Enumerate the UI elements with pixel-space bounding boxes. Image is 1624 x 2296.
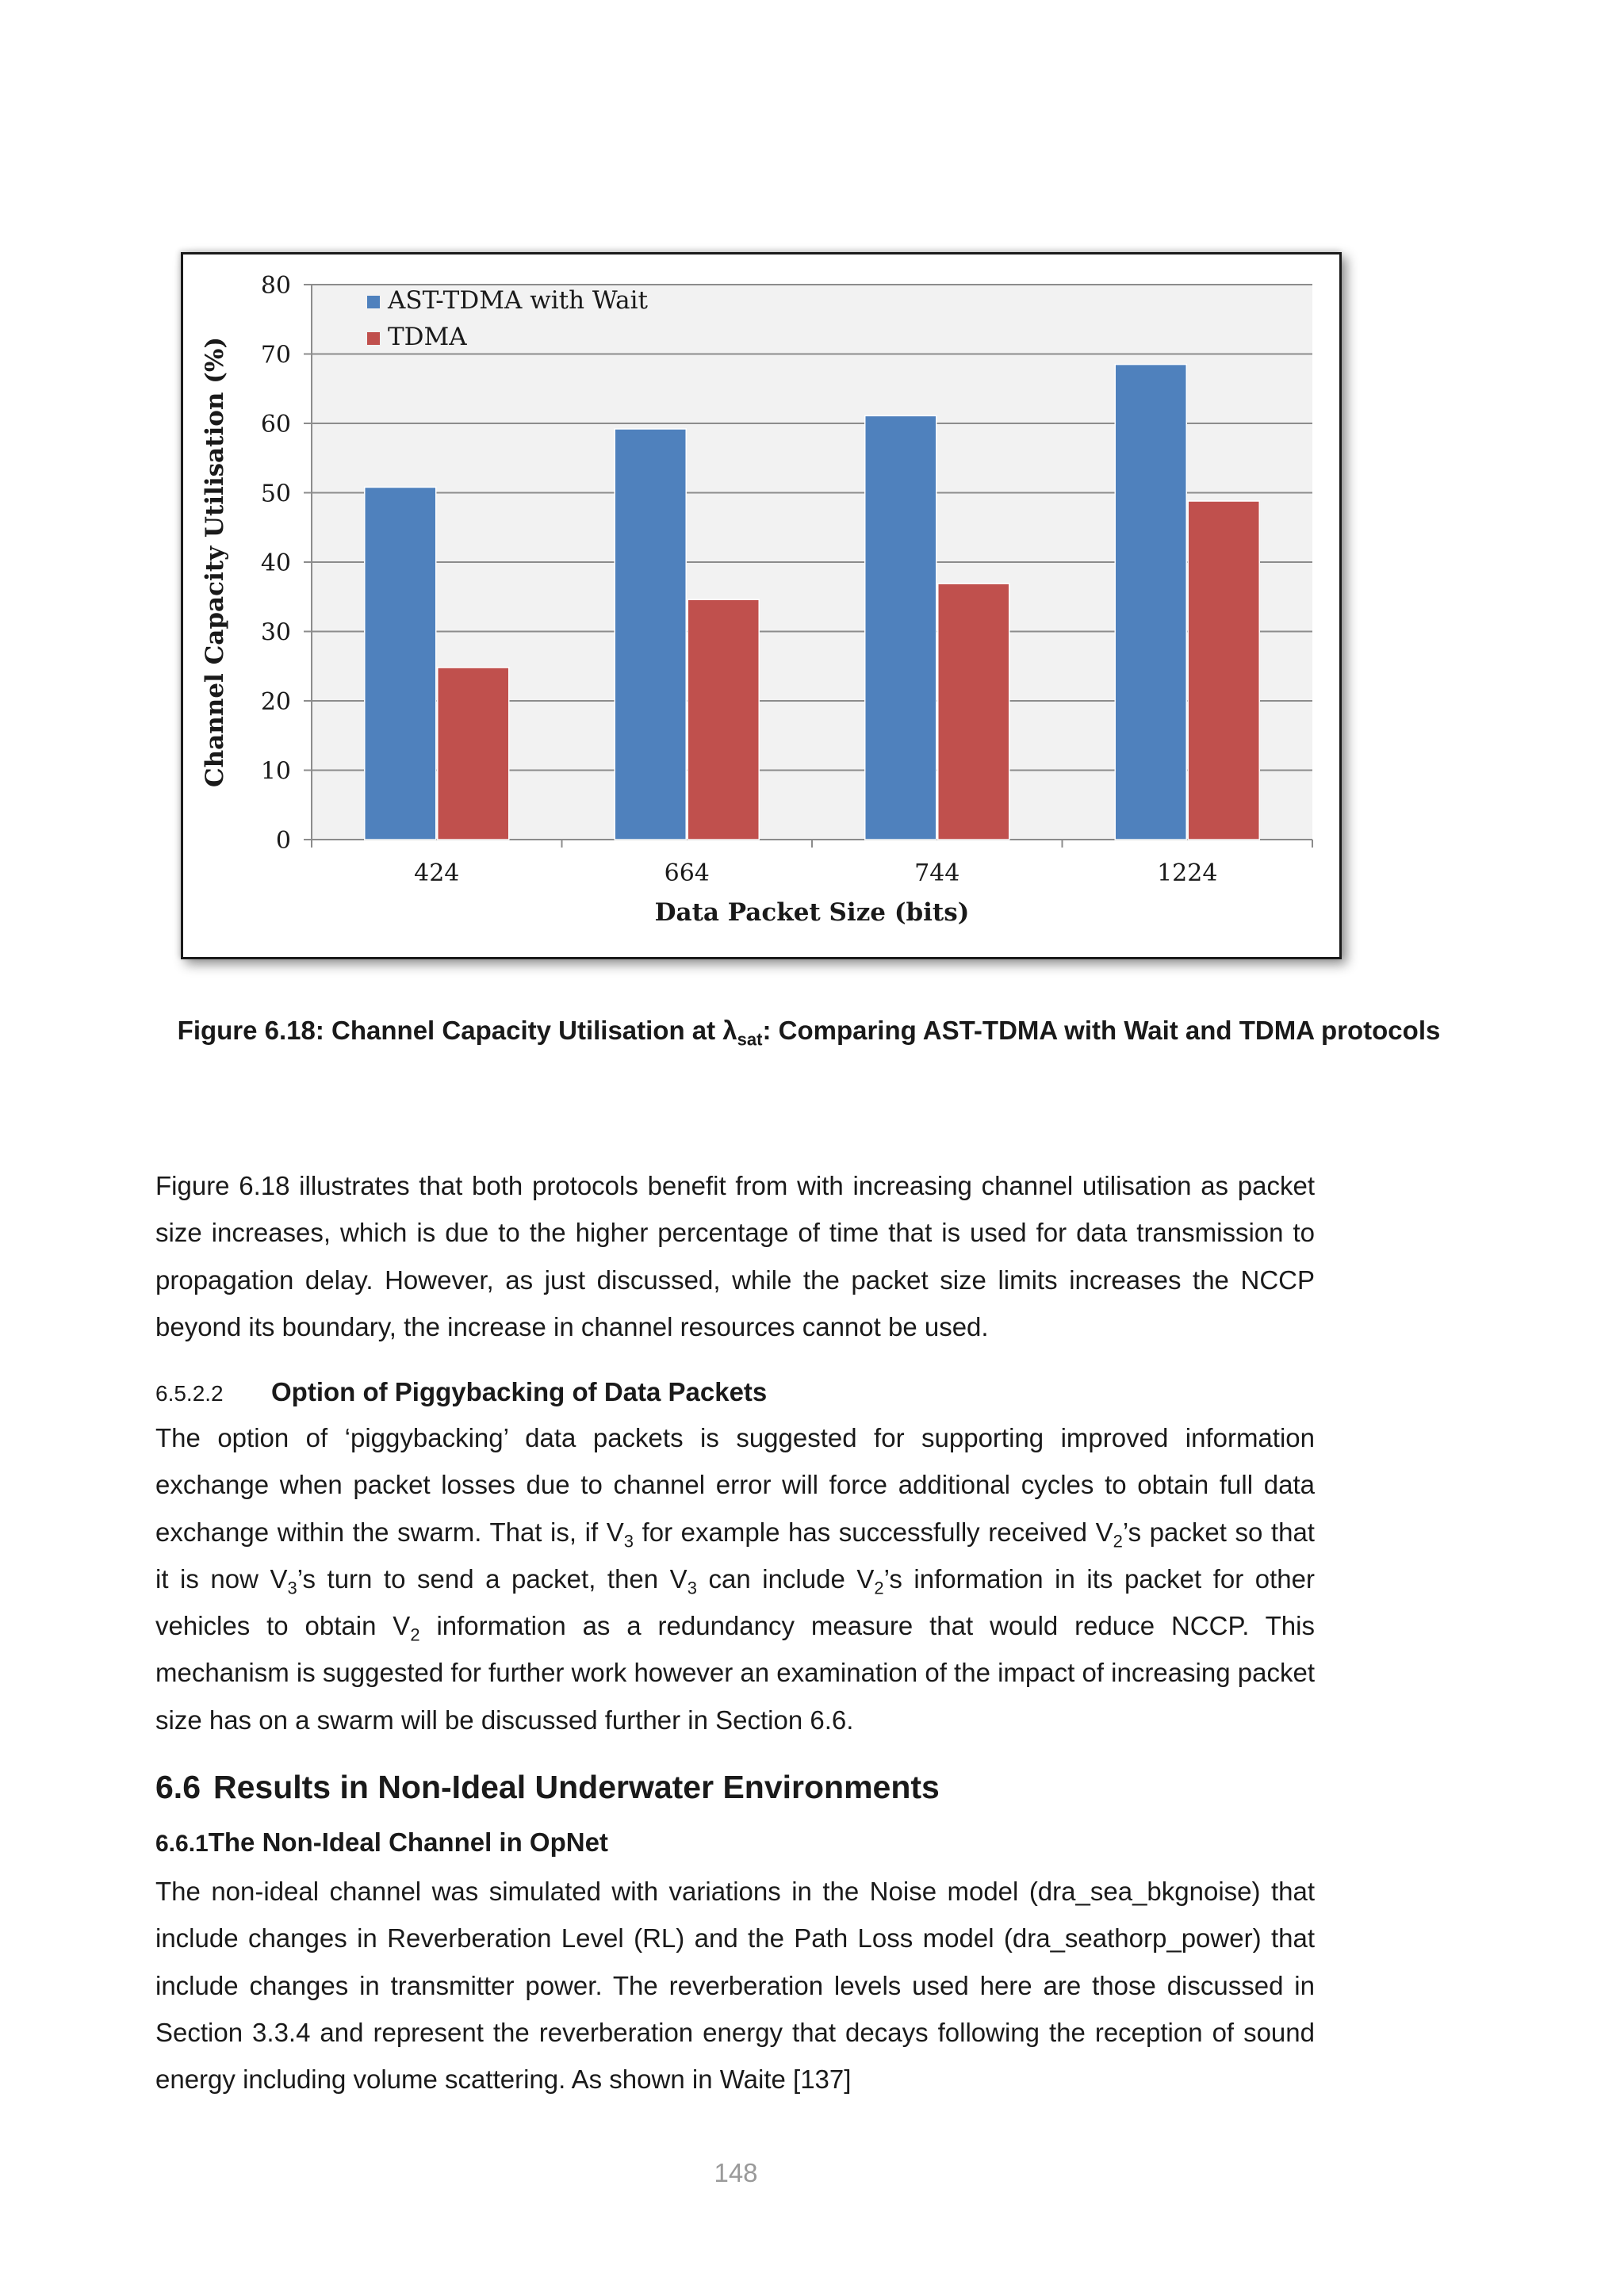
page-number: 148: [714, 2158, 758, 2187]
y-axis-title: Channel Capacity Utilisation (%): [201, 336, 229, 788]
y-tick-label: 50: [260, 480, 291, 508]
legend-swatch: [367, 296, 380, 308]
subsection-number: 6.6.1: [155, 1831, 209, 1857]
legend-swatch: [367, 332, 380, 345]
bar-ast-tdma-with-wait-424: [365, 488, 436, 840]
caption-subscript: sat: [737, 1029, 763, 1050]
x-tick-label: 424: [414, 859, 460, 887]
x-tick-label: 664: [664, 859, 710, 887]
section-heading-66: [155, 1768, 940, 1806]
bar-chart: [183, 254, 1339, 957]
y-tick-label: 10: [260, 757, 291, 786]
bar-ast-tdma-with-wait-1224: [1115, 365, 1186, 840]
subsection-title: Option of Piggybacking of Data Packets: [271, 1377, 768, 1406]
paragraph-non-ideal-channel: The non-ideal channel was simulated with variations in the Noise model (dra_sea_bkgnoise) that include changes in Reverberation Level (RL) and the Path Loss model (dra_seathorp_power) that include changes in transmitter power. The reverberation levels used here are those discussed in Section 3.3.4 and represent the reverberation energy that decays following the reception of sound energy including volume scattering. As shown in Waite [137]: [155, 1877, 1315, 2095]
chart-frame: [181, 252, 1342, 959]
y-tick-label: 60: [260, 411, 291, 438]
subsection-title: The Non-Ideal Channel in OpNet: [208, 1827, 608, 1857]
y-tick-label: 30: [260, 618, 291, 647]
figure-caption: [151, 1015, 1467, 1056]
bar-ast-tdma-with-wait-744: [865, 415, 936, 840]
x-tick-label: 744: [914, 859, 960, 887]
bar-tdma-424: [438, 668, 509, 840]
caption-suffix: : Comparing AST-TDMA with Wait and TDMA protocols: [762, 1016, 1441, 1045]
paragraph-figure-discussion: Figure 6.18 illustrates that both protocols benefit from with increasing channel utilisation as packet size increases, which is due to the higher percentage of time that is used for data transmission to propagation delay. However, as just discussed, while the packet size limits increases the NCCP beyond its boundary, the increase in channel resources cannot be used.: [155, 1171, 1315, 1341]
bar-ast-tdma-with-wait-664: [615, 429, 686, 840]
y-tick-label: 40: [260, 549, 291, 577]
y-tick-label: 20: [260, 688, 291, 716]
legend-label: TDMA: [388, 323, 467, 351]
x-tick-label: 1224: [1157, 859, 1218, 887]
bar-tdma-744: [938, 584, 1009, 840]
legend-label: AST-TDMA with Wait: [388, 286, 648, 315]
y-tick-label: 80: [260, 272, 291, 300]
bar-tdma-1224: [1188, 501, 1259, 840]
y-tick-label: 70: [260, 341, 291, 369]
caption-prefix: Figure 6.18: Channel Capacity Utilisation at λ: [177, 1016, 737, 1045]
x-axis-title: Data Packet Size (bits): [654, 898, 970, 927]
section-number: 6.6: [155, 1769, 201, 1805]
paragraph-piggybacking: The option of ‘piggybacking’ data packets is suggested for supporting improved information exchange when packet losses due to channel error will force additional cycles to obtain full data exchange within the swarm. That is, if $V_3$ for example has successfully received $V_2’s$ packet so that it is now $V_3’s$ turn to send a packet, then $V_3$ can include $V_2’s$ information in its packet for other vehicles to obtain $V_2$ information as a redundancy measure that would reduce NCCP. This mechanism is suggested for further work however an examination of the impact of increasing packet size has on a swarm will be discussed further in Section 6.6.: [155, 1423, 1315, 1735]
section-title: Results in Non-Ideal Underwater Environments: [213, 1769, 940, 1805]
y-tick-label: 0: [275, 827, 291, 855]
subsection-heading-6522: [155, 1376, 767, 1410]
subsection-number: 6.5.2.2: [155, 1381, 224, 1406]
subsection-heading-661: [155, 1827, 608, 1860]
bar-tdma-664: [688, 599, 759, 840]
